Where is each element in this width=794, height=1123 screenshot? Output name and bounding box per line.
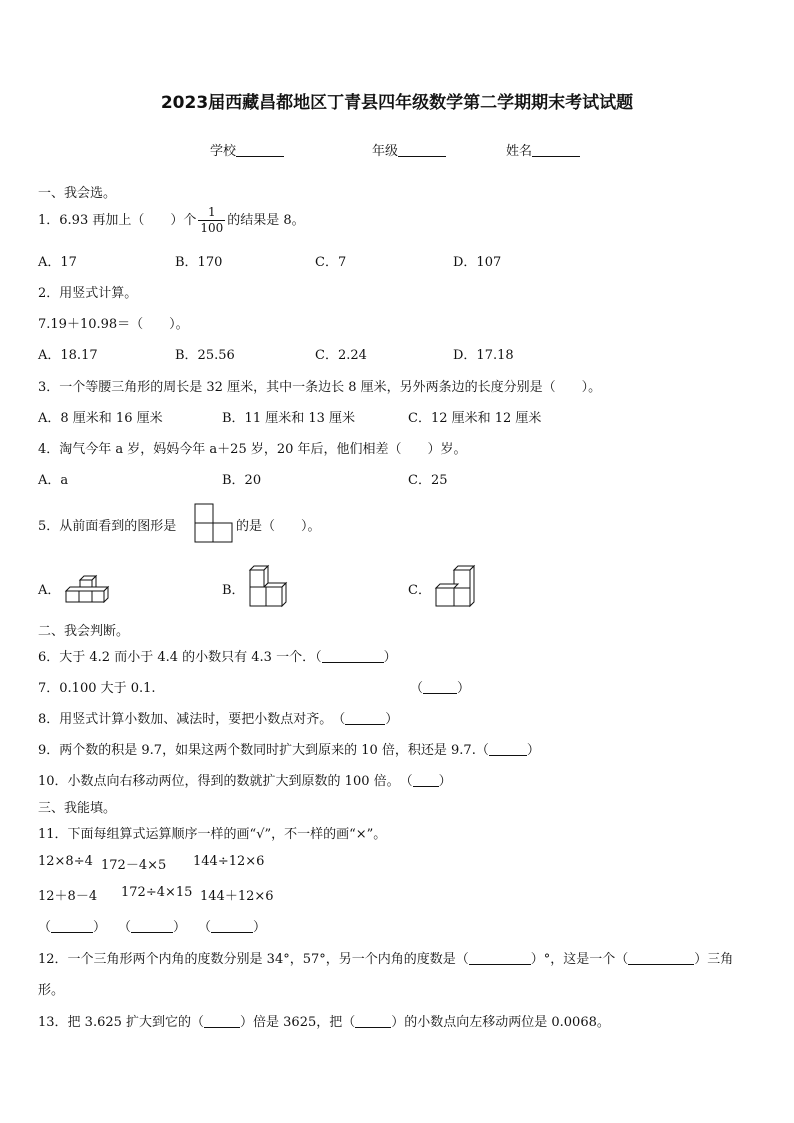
q7-answer [410, 677, 470, 696]
answer-blank[interactable] [131, 920, 173, 933]
answer-blank[interactable] [345, 712, 385, 725]
option-b[interactable]: B．170 [175, 255, 223, 270]
expression: 12＋8－4 [38, 889, 98, 904]
option-b[interactable]: B．11 厘米和 13 厘米 [222, 411, 356, 426]
question-6 [38, 646, 397, 665]
expression: 12×8÷4 [38, 854, 93, 869]
expression: 144÷12×6 [193, 854, 265, 869]
grade-label: 年级 [372, 144, 399, 159]
q5-stem-pre: 5．从前面看到的图形是 [38, 519, 177, 534]
q5-stem-post: 的是（ ）。 [236, 519, 321, 534]
answer-blank[interactable] [322, 650, 384, 663]
name-field[interactable] [506, 140, 580, 159]
q6-stem: 6．大于 4.2 而小于 4.4 的小数只有 4.3 一个．（ [38, 650, 322, 665]
answer-blank[interactable] [489, 743, 527, 756]
school-label: 学校 [210, 144, 237, 159]
answer-slot-3 [198, 916, 266, 935]
expression: 172－4×5 [101, 858, 167, 873]
option-c[interactable]: C．2.24 [315, 348, 367, 363]
close-paren: ） [457, 681, 471, 696]
question-4: 4．淘气今年 a 岁，妈妈今年 a＋25 岁，20 年后，他们相差（ ）岁。 [38, 442, 467, 457]
section-heading-1: 一、我会选。 [38, 186, 117, 201]
q10-stem: 10．小数点向右移动两位，得到的数就扩大到原数的 100 倍。 （ [38, 774, 413, 789]
q12-part-2: ）°，这是一个（ [530, 952, 629, 967]
page-title: 2023届西藏昌都地区丁青县四年级数学第二学期期末考试试题 [160, 93, 634, 113]
open-paren: （ [410, 681, 424, 696]
q13-part-2: ）倍是 3625，把（ [240, 1015, 356, 1030]
q12-part-3: ）三角 [694, 952, 734, 967]
close-paren: ） [385, 712, 399, 727]
name-blank[interactable] [532, 143, 580, 157]
cube-face [195, 504, 213, 523]
expression: 172÷4×15 [121, 885, 193, 900]
answer-blank[interactable] [413, 774, 439, 787]
question-2: 2．用竖式计算。 [38, 286, 138, 301]
question-3: 3．一个等腰三角形的周长是 32 厘米，其中一条边长 8 厘米，另外两条边的长度分别是（ ）。 [38, 380, 602, 395]
cube-face [66, 591, 79, 602]
option-b[interactable]: B．20 [222, 473, 262, 488]
answer-blank[interactable] [423, 681, 457, 694]
close-paren: ） [383, 650, 397, 665]
open-paren: （ [118, 920, 132, 935]
close-paren: ） [173, 920, 187, 935]
grade-field[interactable] [372, 140, 446, 159]
question-1 [38, 205, 305, 241]
question-8 [38, 708, 398, 727]
cube-face [92, 591, 104, 602]
school-field[interactable] [210, 140, 284, 159]
option-c[interactable]: C．7 [315, 255, 347, 270]
answer-blank[interactable] [51, 920, 93, 933]
section-heading-2: 二、我会判断。 [38, 624, 130, 639]
option-a[interactable]: A．18.17 [38, 348, 98, 363]
close-paren: ） [438, 774, 452, 789]
name-label: 姓名 [506, 144, 533, 159]
cube-face [195, 523, 213, 542]
q8-stem: 8．用竖式计算小数加、减法时，要把小数点对齐。 （ [38, 712, 346, 727]
cube-face [436, 588, 454, 606]
option-a[interactable]: A．8 厘米和 16 厘米 [38, 411, 163, 426]
fraction-numerator: 1 [198, 205, 225, 221]
answer-blank[interactable] [355, 1015, 391, 1028]
close-paren: ） [93, 920, 107, 935]
answer-blank[interactable] [628, 952, 694, 965]
option-c[interactable]: C．12 厘米和 12 厘米 [408, 411, 542, 426]
option-c[interactable]: C． [408, 583, 431, 598]
option-c[interactable]: C．25 [408, 473, 448, 488]
question-7: 7．0.100 大于 0.1. [38, 681, 156, 696]
fraction [198, 205, 225, 236]
grade-blank[interactable] [398, 143, 446, 157]
q1-stem-post: 的结果是 8。 [227, 213, 305, 228]
answer-blank[interactable] [469, 952, 531, 965]
q12-part-1: 12．一个三角形两个内角的度数分别是 34°，57°，另一个内角的度数是（ [38, 952, 469, 967]
q9-stem: 9．两个数的积是 9.7，如果这两个数同时扩大到原来的 10 倍，积还是 9.7.（ [38, 743, 489, 758]
q1-stem-pre: 1．6.93 再加上（ ）个 [38, 213, 197, 228]
q13-part-3: ）的小数点向左移动两位是 0.0068。 [391, 1015, 610, 1030]
cube-face [213, 523, 232, 542]
question-12 [38, 948, 733, 967]
fraction-denominator: 100 [200, 221, 224, 235]
option-b[interactable]: B． [222, 583, 245, 598]
answer-slot-2 [118, 916, 186, 935]
question-9 [38, 739, 540, 758]
school-blank[interactable] [236, 143, 284, 157]
cube-top [66, 587, 108, 591]
option-d[interactable]: D．17.18 [453, 348, 514, 363]
option-a-cubes-figure [62, 571, 110, 603]
question-10 [38, 770, 452, 789]
close-paren: ） [253, 920, 267, 935]
answer-blank[interactable] [204, 1015, 240, 1028]
option-c-cubes-figure [432, 563, 480, 609]
expression: 144＋12×6 [200, 889, 274, 904]
answer-blank[interactable] [211, 920, 253, 933]
cube-face [266, 587, 282, 606]
option-b-cubes-figure [246, 563, 292, 609]
cube-side [282, 583, 286, 606]
open-paren: （ [38, 920, 52, 935]
cube-face [79, 591, 92, 602]
question-11: 11．下面每组算式运算顺序一样的画“√”，不一样的画“×”。 [38, 827, 387, 842]
option-a[interactable]: A．a [38, 473, 69, 488]
option-b[interactable]: B．25.56 [175, 348, 235, 363]
q2-expression: 7.19＋10.98＝（ ）。 [38, 317, 189, 332]
section-heading-3: 三、我能填。 [38, 801, 117, 816]
cube-top [436, 584, 458, 588]
q12-continued: 形。 [38, 983, 65, 998]
question-13 [38, 1011, 610, 1030]
open-paren: （ [198, 920, 212, 935]
q13-part-1: 13．把 3.625 扩大到它的（ [38, 1015, 205, 1030]
close-paren: ） [526, 743, 540, 758]
option-a[interactable]: A． [38, 583, 61, 598]
front-view-figure [194, 503, 234, 543]
cube-face [250, 570, 264, 587]
option-d[interactable]: D．107 [453, 255, 502, 270]
cube-face [250, 587, 266, 606]
cube-face [454, 588, 470, 606]
option-a[interactable]: A．17 [38, 255, 77, 270]
cube-side [470, 566, 474, 606]
answer-slot-1 [38, 916, 106, 935]
